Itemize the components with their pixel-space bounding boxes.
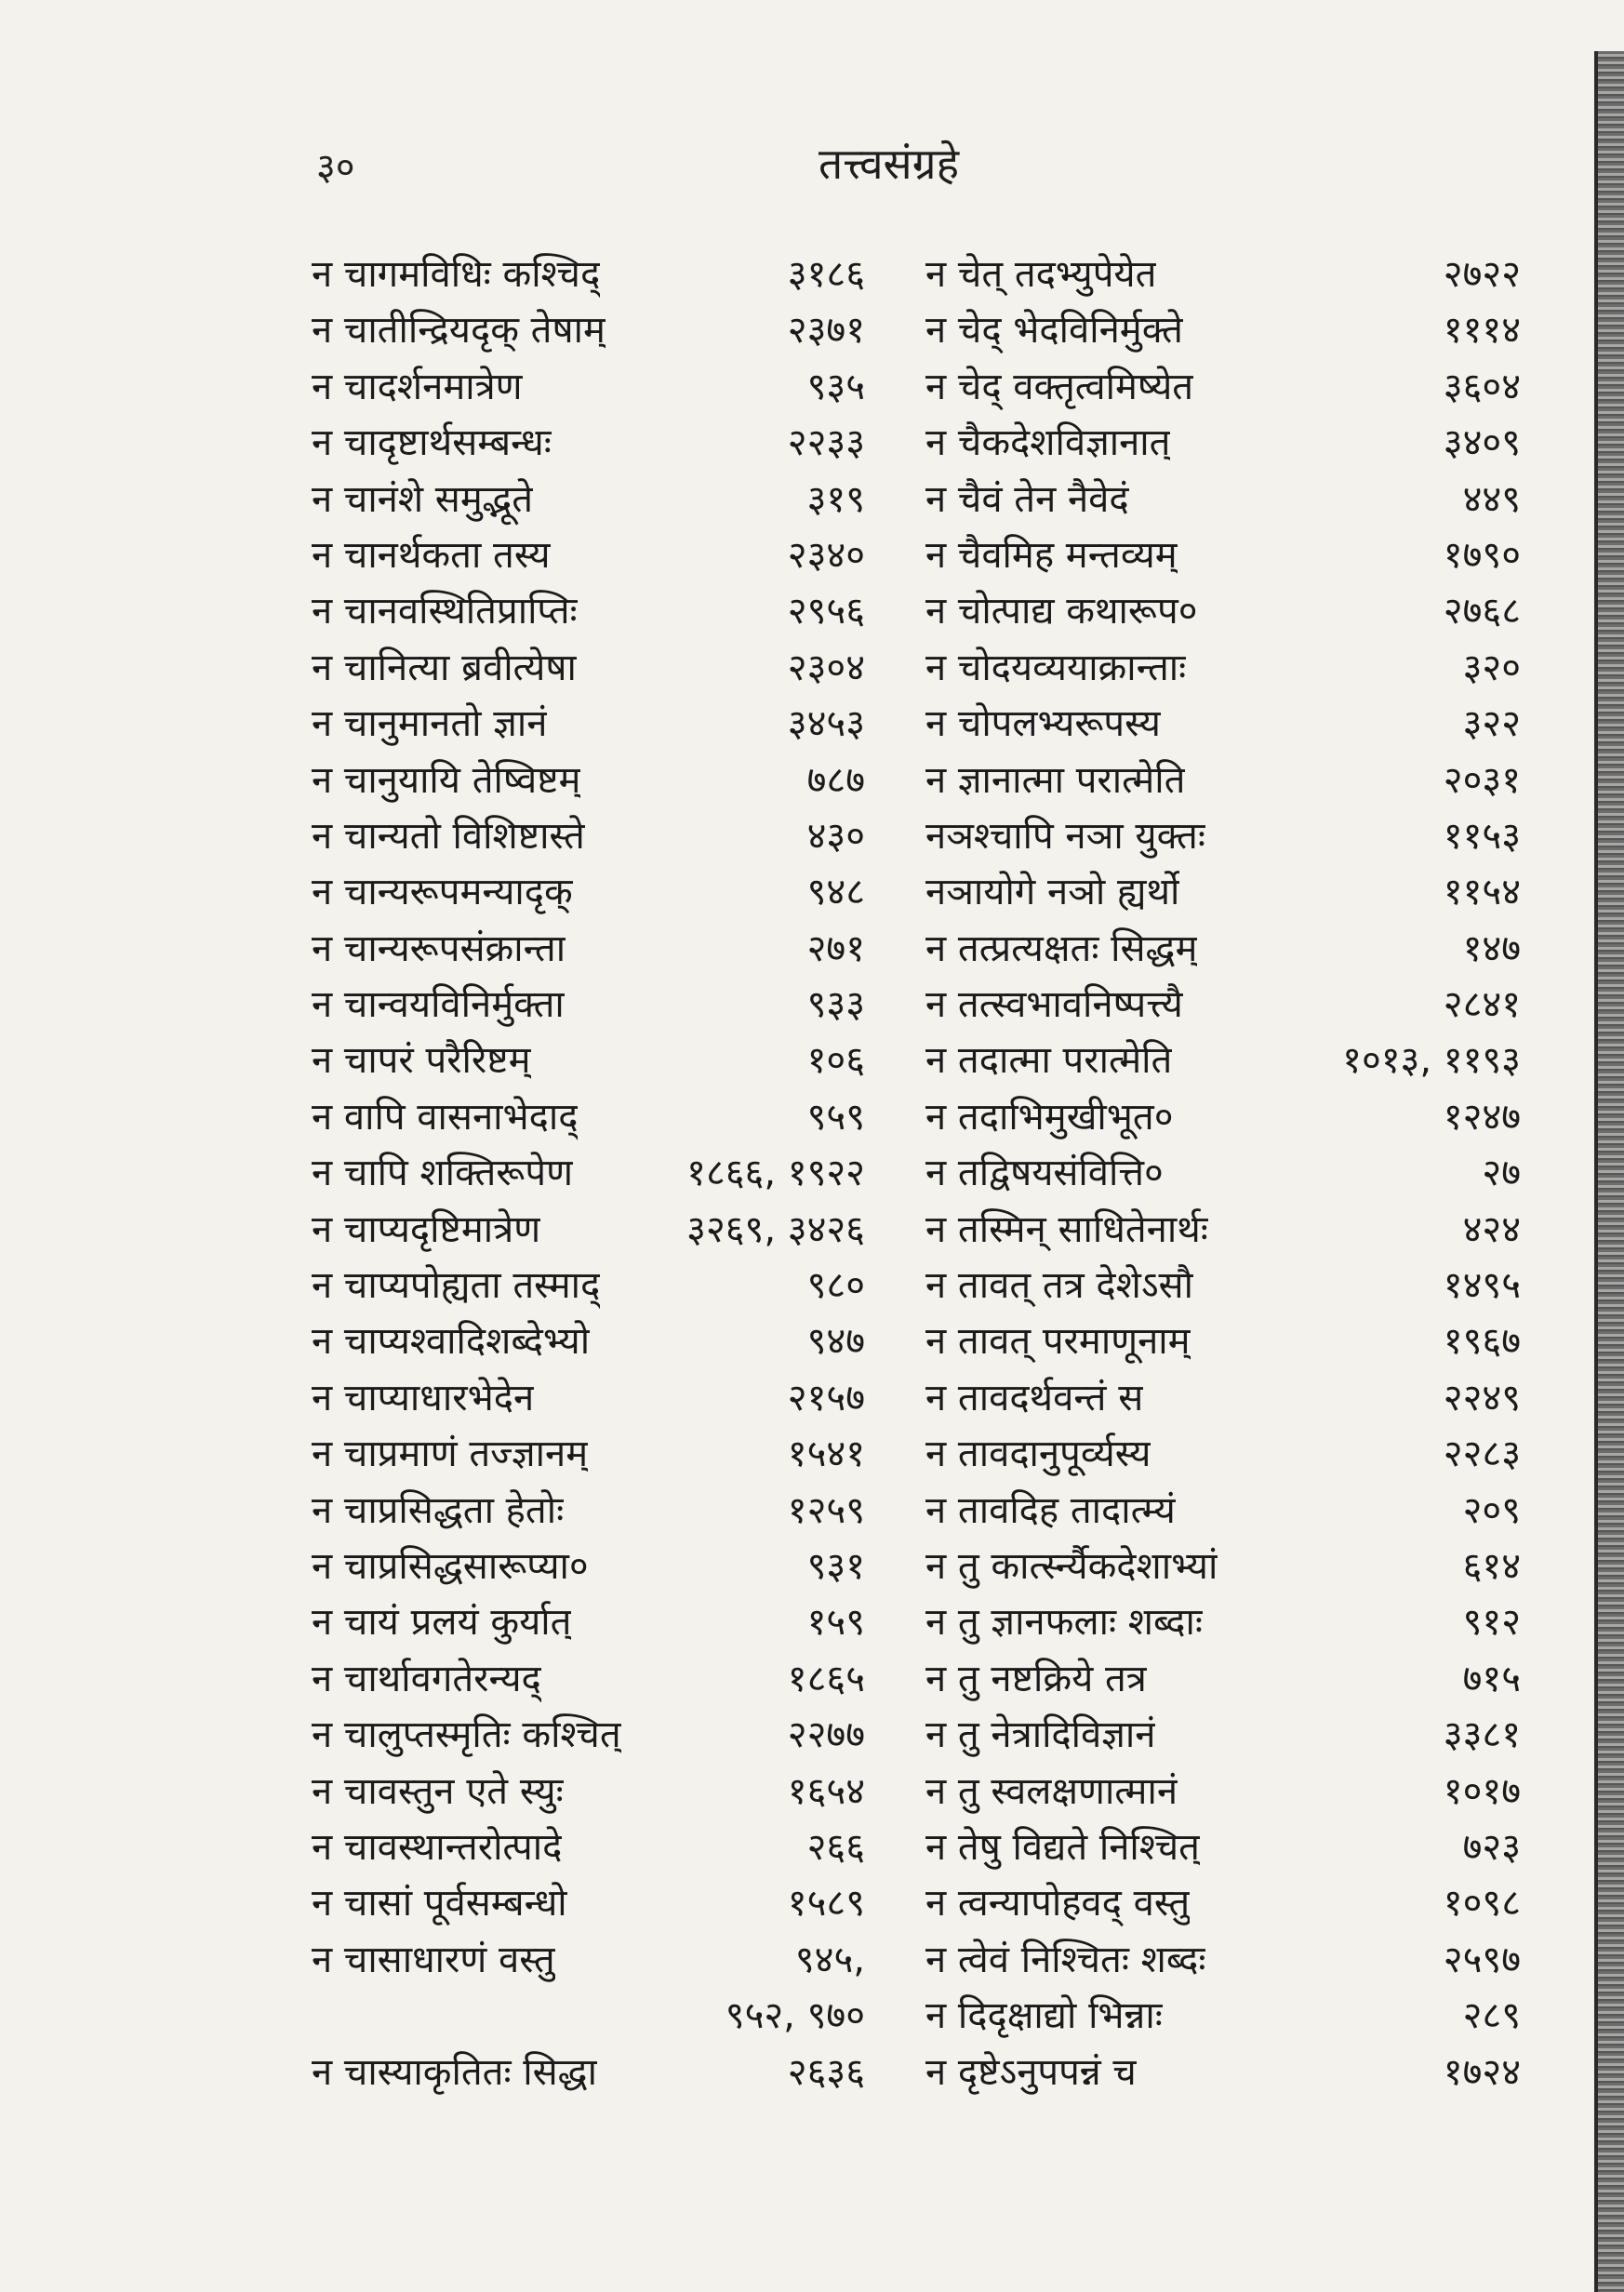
verse-number: १०१७ (1443, 1769, 1521, 1813)
verse-text: न चैकदेशविज्ञानात् (925, 421, 1171, 465)
index-entry (925, 864, 1549, 920)
verse-text: न चान्यरूपमन्यादृक् (312, 871, 573, 914)
verse-text: न चातीन्द्रियदृक् तेषाम् (312, 309, 606, 353)
verse-number: ९५९ (806, 1095, 865, 1139)
verse-text: न चापरं परैरिष्टम् (312, 1039, 531, 1083)
verse-text: न चार्थावगतेरन्यद् (312, 1657, 541, 1700)
verse-number: २३७१ (787, 309, 865, 353)
verse-number: २२७७ (787, 1713, 865, 1757)
verse-text: न तु नष्टक्रिये तत्र (925, 1657, 1147, 1700)
index-entry (925, 640, 1549, 696)
verse-number: १२५९ (787, 1488, 865, 1532)
verse-text: न तु कार्त्स्न्यैकदेशाभ्यां (925, 1544, 1218, 1588)
page-header (316, 140, 1563, 205)
verse-number: १२४७ (1443, 1095, 1521, 1139)
verse-text: न चापि शक्तिरूपेण (312, 1152, 573, 1195)
verse-text: न तु नेत्रादिविज्ञानं (925, 1713, 1156, 1757)
verse-text: न चालुप्तस्मृतिः कश्चित् (312, 1713, 621, 1757)
verse-number: ३२० (1462, 646, 1521, 689)
verse-number: ९३१ (806, 1544, 865, 1588)
verse-text: न चान्वयविनिर्मुक्ता (312, 983, 565, 1027)
verse-text: न चेद् वक्तृत्वमिष्येत (925, 365, 1194, 408)
index-entry (312, 1875, 925, 1931)
verse-text: नञश्चापि नञा युक्तः (925, 814, 1205, 858)
verse-number: २७ (1482, 1152, 1521, 1195)
index-entry (925, 696, 1549, 752)
verse-number: ७८७ (806, 758, 865, 802)
index-entry (312, 1202, 925, 1258)
verse-number: २२४९ (1443, 1376, 1521, 1419)
index-entry (925, 1875, 1549, 1931)
index-entry (925, 1202, 1549, 1258)
index-entry (925, 1764, 1549, 1819)
verse-text: न चानुयायि तेष्विष्टम् (312, 758, 581, 802)
verse-number: ४४९ (1462, 477, 1521, 521)
index-entry (312, 1707, 925, 1763)
index-entry (312, 415, 925, 471)
index-entry (925, 2045, 1549, 2100)
verse-number: २५९७ (1443, 1938, 1521, 1981)
verse-number: १०९८ (1443, 1882, 1521, 1926)
verse-text: न चाप्रमाणं तज्ज्ञानम् (312, 1432, 589, 1476)
verse-text: न चानंशे समुद्भूते (312, 477, 534, 521)
verse-number: ९५२, ९७० (725, 1994, 865, 2038)
verse-number: १५८९ (787, 1882, 865, 1926)
verse-text: न चानर्थकता तस्य (312, 533, 551, 577)
verse-number: ९४८ (806, 871, 865, 914)
verse-number: ३६०४ (1443, 365, 1521, 408)
verse-text: नञायोगे नञो ह्यर्थो (925, 871, 1180, 914)
verse-number: १०१३, ११९३ (1342, 1039, 1521, 1083)
verse-text: न चाप्यपोह्यता तस्माद् (312, 1264, 601, 1308)
verse-text: न तावत् परमाणूनाम् (925, 1320, 1191, 1364)
index-entry (925, 1313, 1549, 1369)
index-entry (925, 921, 1549, 977)
index-entry (312, 359, 925, 415)
verse-text: न चागमविधिः कश्चिद् (312, 253, 601, 296)
index-entry (925, 1707, 1549, 1763)
index-entry (312, 1313, 925, 1369)
index-entry (925, 302, 1549, 358)
verse-number: ९८० (806, 1264, 865, 1308)
index-entry (312, 472, 925, 527)
index-entry (925, 1370, 1549, 1426)
index-entry (925, 583, 1549, 639)
verse-number: २८४१ (1443, 983, 1521, 1027)
verse-text: न चासाधारणं वस्तु (312, 1938, 555, 1981)
verse-text: न चाप्रसिद्धता हेतोः (312, 1488, 565, 1532)
verse-number: १०६ (806, 1039, 865, 1083)
verse-text: न तस्मिन् साधितेनार्थः (925, 1207, 1208, 1251)
verse-number: १५९ (806, 1601, 865, 1645)
index-entry (925, 1594, 1549, 1650)
verse-text: न चेत् तदभ्युपेयेत (925, 253, 1157, 296)
verse-number: ३१८६ (787, 253, 865, 296)
verse-text: न चादृष्टार्थसम्बन्धः (312, 421, 552, 465)
index-entry (925, 1819, 1549, 1875)
verse-text: न तु स्वलक्षणात्मानं (925, 1769, 1178, 1813)
verse-text: न चोदयव्ययाक्रान्ताः (925, 646, 1187, 689)
verse-number: १८६५ (787, 1657, 865, 1700)
verse-text: न तावदिह तादात्म्यं (925, 1488, 1176, 1532)
index-entry (925, 1988, 1549, 2044)
verse-text: न चान्यतो विशिष्टास्ते (312, 814, 585, 858)
index-entry (312, 1932, 925, 1988)
verse-number: १११४ (1443, 309, 1521, 353)
verse-number: ९४७ (806, 1320, 865, 1364)
verse-number: ७१५ (1462, 1657, 1521, 1700)
verse-text: न त्वन्यापोहवद् वस्तु (925, 1882, 1191, 1926)
verse-text: न तेषु विद्यते निश्चित् (925, 1825, 1200, 1869)
index-entry (925, 247, 1549, 302)
verse-text: न चायं प्रलयं कुर्यात् (312, 1601, 572, 1645)
verse-text: न तत्प्रत्यक्षतः सिद्धम् (925, 926, 1198, 970)
verse-number: ३२६९, ३४२६ (686, 1207, 865, 1251)
page-edge-shadow (1598, 51, 1624, 2292)
verse-number: ३४५३ (787, 702, 865, 746)
index-entry (925, 1651, 1549, 1707)
verse-number: ३४०९ (1443, 421, 1521, 465)
verse-number: २१५७ (787, 1376, 865, 1419)
verse-number: २६६ (806, 1825, 865, 1869)
verse-number: २२८३ (1443, 1432, 1521, 1476)
index-entry (312, 1370, 925, 1426)
page-edge-line (1594, 51, 1598, 2292)
verse-number: १४७ (1462, 926, 1521, 970)
index-entry (925, 977, 1549, 1033)
verse-number: १७९० (1443, 533, 1521, 577)
index-entry (312, 2045, 925, 2100)
verse-number: २८९ (1462, 1994, 1521, 2038)
verse-number: २९५६ (787, 590, 865, 633)
index-entry (925, 415, 1549, 471)
index-entry (312, 527, 925, 583)
verse-text: न तदात्मा परात्मेति (925, 1039, 1173, 1083)
index-entry (312, 696, 925, 752)
index-entry (925, 1033, 1549, 1088)
index-entry (312, 1819, 925, 1875)
index-column-left (312, 247, 925, 2100)
index-entry (925, 1145, 1549, 1201)
index-column-right (925, 247, 1549, 2100)
verse-number: २३०४ (787, 646, 865, 689)
verse-number: २०३१ (1443, 758, 1521, 802)
verse-text: न चास्याकृतितः सिद्धा (312, 2050, 597, 2094)
verse-number: ३१९ (806, 477, 865, 521)
verse-text: न चाप्यदृष्टिमात्रेण (312, 1207, 541, 1251)
verse-number: २७२२ (1443, 253, 1521, 296)
verse-text: न तावदर्थवन्तं स (925, 1376, 1144, 1419)
verse-text: न चाप्यश्वादिशब्देभ्यो (312, 1320, 591, 1364)
index-entry (312, 1145, 925, 1201)
verse-text: न चैवमिह मन्तव्यम् (925, 533, 1178, 577)
verse-text: न चाप्याधारभेदेन (312, 1376, 535, 1419)
verse-number: ४२४ (1462, 1207, 1521, 1251)
verse-number: ६१४ (1462, 1544, 1521, 1588)
verse-number: २६३६ (787, 2050, 865, 2094)
verse-text: न चावस्थान्तरोत्पादे (312, 1825, 563, 1869)
index-entry (312, 753, 925, 808)
verse-number: ११५३ (1443, 814, 1521, 858)
verse-text: न चान्यरूपसंक्रान्ता (312, 926, 566, 970)
index-entry (312, 977, 925, 1033)
index-entry (312, 1033, 925, 1088)
verse-text: न चोत्पाद्य कथारूप० (925, 590, 1198, 633)
verse-text: न चैवं तेन नैवेदं (925, 477, 1129, 521)
verse-text: न चोपलभ्यरूपस्य (925, 702, 1161, 746)
verse-number: ११५४ (1443, 871, 1521, 914)
verse-text: न चानित्या ब्रवीत्येषा (312, 646, 577, 689)
index-entry (312, 808, 925, 864)
index-entry (925, 1258, 1549, 1313)
verse-number: २०९ (1462, 1488, 1521, 1532)
running-title: तत्त्वसंग्रहे (819, 139, 960, 189)
verse-text: न चेद् भेदविनिर्मुक्ते (925, 309, 1183, 353)
index-entry (312, 1483, 925, 1539)
verse-number: १५४१ (787, 1432, 865, 1476)
verse-number: २२३३ (787, 421, 865, 465)
index-entry (925, 359, 1549, 415)
index-entry (312, 864, 925, 920)
verse-text: न चानुमानतो ज्ञानं (312, 702, 548, 746)
verse-text: न दृष्टेऽनुपपन्नं च (925, 2050, 1137, 2094)
index-entry (312, 302, 925, 358)
index-entry (312, 1258, 925, 1313)
index-entry (925, 753, 1549, 808)
verse-number: २७६८ (1443, 590, 1521, 633)
verse-number: ४३० (806, 814, 865, 858)
index-entry (925, 1932, 1549, 1988)
verse-text: न तावत् तत्र देशेऽसौ (925, 1264, 1193, 1308)
index-entry (312, 583, 925, 639)
verse-number: २३४० (787, 533, 865, 577)
index-entry (925, 1483, 1549, 1539)
index-entry (925, 472, 1549, 527)
verse-text: न चावस्तुन एते स्युः (312, 1769, 564, 1813)
verse-number: १८६६, १९२२ (686, 1152, 865, 1195)
verse-number: १९६७ (1443, 1320, 1521, 1364)
index-entry (312, 1426, 925, 1482)
verse-number: ३३८१ (1443, 1713, 1521, 1757)
verse-number: ९३३ (806, 983, 865, 1027)
verse-number: १७२४ (1443, 2050, 1521, 2094)
index-entry (312, 1539, 925, 1594)
index-entry (925, 1539, 1549, 1594)
verse-number: ९१२ (1462, 1601, 1521, 1645)
verse-text: न चानवस्थितिप्राप्तिः (312, 590, 578, 633)
index-entry (312, 1089, 925, 1145)
verse-text: न चादर्शनमात्रेण (312, 365, 523, 408)
index-entry (312, 1651, 925, 1707)
verse-text: न ज्ञानात्मा परात्मेति (925, 758, 1186, 802)
verse-number: ९४५, (794, 1938, 865, 1981)
verse-text: न तावदानुपूर्व्यस्य (925, 1432, 1151, 1476)
verse-text: न तद्विषयसंवित्ति० (925, 1152, 1164, 1195)
verse-number: १६५४ (787, 1769, 865, 1813)
verse-text: न त्वेवं निश्चितः शब्दः (925, 1938, 1206, 1981)
index-entry (312, 640, 925, 696)
index-entry (925, 808, 1549, 864)
index-entry (312, 1594, 925, 1650)
verse-text: न तु ज्ञानफलाः शब्दाः (925, 1601, 1203, 1645)
page-number: ३० (316, 146, 355, 189)
index-entry (312, 921, 925, 977)
verse-text: न वापि वासनाभेदाद् (312, 1095, 579, 1139)
verse-number: २७१ (806, 926, 865, 970)
index-entry (312, 247, 925, 302)
index-entry (925, 1089, 1549, 1145)
index-entry (312, 1764, 925, 1819)
verse-number: ७२३ (1462, 1825, 1521, 1869)
verse-text: न चाप्रसिद्धसारूप्या० (312, 1544, 589, 1588)
verse-number: ९३५ (806, 365, 865, 408)
verse-text: न दिदृक्षाद्यो भिन्नाः (925, 1994, 1163, 2038)
verse-number: ३२२ (1462, 702, 1521, 746)
verse-text: न तत्स्वभावनिष्पत्त्यै (925, 983, 1183, 1027)
verse-text: न चासां पूर्वसम्बन्धो (312, 1882, 567, 1926)
index-entry (925, 1426, 1549, 1482)
index-entry (312, 1988, 925, 2044)
verse-text: न तदाभिमुखीभूत० (925, 1095, 1174, 1139)
verse-number: १४९५ (1443, 1264, 1521, 1308)
index-entry (925, 527, 1549, 583)
